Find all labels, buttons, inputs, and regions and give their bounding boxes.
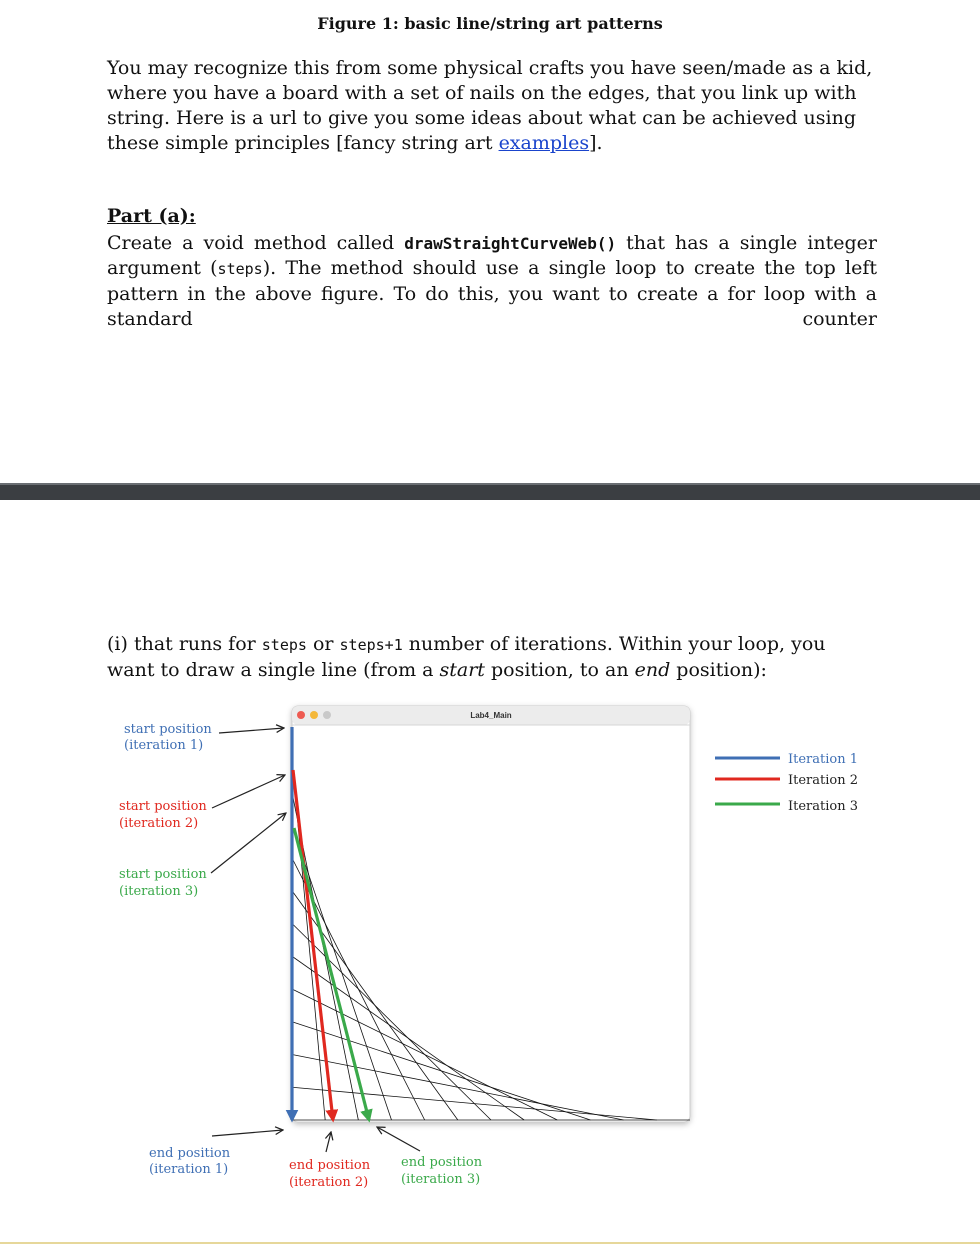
start-3-arrow — [211, 813, 286, 873]
intro-end: ]. — [589, 132, 603, 154]
close-icon[interactable] — [297, 711, 305, 719]
end-3-arrow — [377, 1127, 420, 1151]
start-1-label — [124, 722, 212, 753]
start-1-label-line-1: start position — [124, 722, 212, 737]
end-emphasis: end — [634, 659, 671, 681]
end-2-arrow — [326, 1132, 331, 1152]
cont-text-2: or — [306, 633, 340, 655]
part-a-heading: Part (a): — [107, 205, 196, 227]
start-3-label-line-2: (iteration 3) — [119, 884, 199, 899]
end-2-label-line-1: end position — [289, 1158, 371, 1173]
continuation-paragraph — [107, 632, 877, 683]
end-3-label — [401, 1155, 483, 1187]
end-3-label-line-2: (iteration 3) — [401, 1172, 481, 1187]
start-2-label-line-1: start position — [119, 799, 207, 814]
cont-text-5: position): — [670, 659, 767, 681]
page-divider — [0, 483, 980, 500]
cont-text-1: (i) that runs for — [107, 633, 262, 655]
end-2-label-line-2: (iteration 2) — [289, 1175, 369, 1190]
intro-paragraph — [107, 56, 877, 156]
part-a-text-3: ). The method should use a single loop to create the top left pattern in the above figure. To do this, you want to create a for loop with a standard counter — [107, 257, 877, 330]
examples-link[interactable]: examples — [498, 132, 590, 154]
part-a-text-2: that has a single integer argument ( — [107, 232, 877, 279]
string-art-diagram — [0, 700, 980, 1200]
start-1-arrow — [219, 728, 284, 733]
end-1-label — [149, 1146, 231, 1177]
part-a-text-1: Create a void method called — [107, 232, 405, 254]
start-3-label-line-1: start position — [119, 867, 207, 882]
end-1-label-line-1: end position — [149, 1146, 231, 1161]
minimize-icon[interactable] — [310, 711, 318, 719]
cont-text-3: number of iterations. Within your loop, you want to draw a single line (from a — [107, 633, 826, 681]
end-2-label — [289, 1158, 371, 1190]
steps-arg: steps — [217, 260, 263, 278]
legend-label-1: Iteration 1 — [788, 752, 859, 767]
start-2-arrow — [212, 775, 285, 808]
steps-plus-one-code: steps+1 — [339, 636, 403, 654]
window-title: Lab4_Main — [470, 711, 512, 720]
start-emphasis: start — [439, 659, 485, 681]
figure-caption: Figure 1: basic line/string art patterns — [317, 14, 663, 33]
steps-code: steps — [261, 636, 307, 654]
app-window — [292, 706, 690, 1122]
intro-text: You may recognize this from some physical crafts you have seen/made as a kid, where you have a board with a set of nails on the edges, that you link up with string. Here is a url to give you some ideas about what can be achieved using these simple principles [fancy string art — [107, 57, 873, 154]
legend-label-2: Iteration 2 — [788, 773, 859, 788]
legend-label-3: Iteration 3 — [788, 799, 859, 814]
end-3-label-line-1: end position — [401, 1155, 483, 1170]
start-2-label — [119, 799, 207, 831]
start-2-label-line-2: (iteration 2) — [119, 816, 199, 831]
end-1-label-line-2: (iteration 1) — [149, 1162, 229, 1177]
maximize-icon[interactable] — [323, 711, 331, 719]
end-1-arrow — [212, 1130, 283, 1136]
start-1-label-line-2: (iteration 1) — [124, 738, 204, 753]
window-frame — [292, 706, 690, 1122]
part-a-paragraph — [107, 231, 877, 332]
start-3-label — [119, 867, 207, 899]
cont-text-4: position, to an — [484, 659, 635, 681]
legend — [715, 752, 858, 814]
method-name: drawStraightCurveWeb() — [404, 234, 617, 253]
